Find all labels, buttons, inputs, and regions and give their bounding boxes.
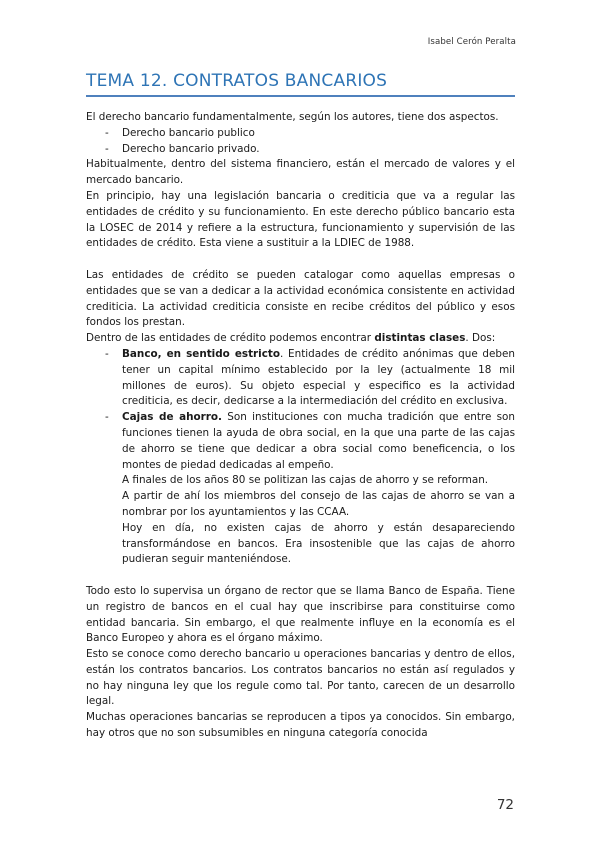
body-text <box>86 110 515 742</box>
list-item-bank <box>122 347 515 410</box>
entity-types-list <box>86 347 515 568</box>
bold-text: distintas clases <box>374 332 466 345</box>
paragraph <box>86 331 515 347</box>
list-item: - Derecho bancario publico <box>122 126 515 142</box>
aspects-list <box>86 126 515 158</box>
indented-paragraph: Hoy en día, no existen cajas de ahorro y están desapareciendo transformándose en bancos. Era insostenible que las cajas de ahorro pudieran seguir manteniéndose. <box>122 521 515 566</box>
list-item: - Derecho bancario privado. <box>122 142 515 158</box>
bold-text: Banco, en sentido estricto <box>122 347 281 360</box>
text-run: . Dos: <box>465 332 496 345</box>
title-underline <box>86 95 515 97</box>
paragraph: Habitualmente, dentro del sistema financiero, están el mercado de valores y el mercado bancario. <box>86 158 515 187</box>
page-number: 72 <box>496 797 514 813</box>
paragraph: Todo esto lo supervisa un órgano de rector que se llama Banco de España. Tiene un registro de bancos en el cual hay que inscribirse para constituirse como entidad bancaria. Sin embargo, el que realmente influye en la economía es el Banco Europeo y ahora es el órgano máximo. <box>86 584 515 645</box>
paragraph: En principio, hay una legislación bancaria o crediticia que va a regular las entidades de crédito y su funcionamiento. En este derecho público bancario esta la LOSEC de 2014 y refiere a la estructura, funcionamiento y supervisión de las entidades de crédito. Esta viene a sustituir a la LDIEC de 1988. <box>86 189 515 250</box>
bold-text: Cajas de ahorro. <box>122 411 222 424</box>
paragraph: Muchas operaciones bancarias se reproducen a tipos ya conocidos. Sin embargo, hay otros que no son subsumibles en ninguna categoría conocida <box>86 711 515 740</box>
spacer <box>86 568 515 584</box>
spacer <box>86 252 515 268</box>
text-run: . Entidades de crédito anónimas que deben tener un capital mínimo establecido por la ley (actualmente 18 mil millones de euros). Su objeto especial y especifico es la actividad crediticia, es decir, dedicarse a la intermediación del crédito en exclusiva. <box>122 347 515 408</box>
paragraph: Esto se conoce como derecho bancario u operaciones bancarias y dentro de ellos, están los contratos bancarios. Los contratos bancarios no están así regulados y no hay ninguna ley que los regule como tal. Por tanto, carecen de un desarrollo legal. <box>86 648 515 708</box>
indented-paragraph: A partir de ahí los miembros del consejo de las cajas de ahorro se van a nombrar por los ayuntamientos y las CCAA. <box>122 490 515 518</box>
list-item-savings <box>122 410 515 568</box>
indented-paragraph: A finales de los años 80 se politizan las cajas de ahorro y se reforman. <box>122 474 489 487</box>
paragraph: Las entidades de crédito se pueden catalogar como aquellas empresas o entidades que se van a dedicar a la actividad económica consistente en actividad crediticia. La actividad crediticia consiste en recibe créditos del público y esos fondos los prestan. <box>86 268 515 329</box>
chapter-title: TEMA 12. CONTRATOS BANCARIOS <box>86 71 388 91</box>
paragraph: El derecho bancario fundamentalmente, según los autores, tiene dos aspectos. <box>86 111 499 123</box>
header-author: Isabel Cerón Peralta <box>427 37 516 47</box>
text-run: Son instituciones con mucha tradición que entre son funciones tienen la ayuda de obra social, en la que una parte de las cajas de ahorro se tiene que dedicar a obra social como beneficencia, o los montes de piedad dedicadas al empeño. <box>122 411 515 471</box>
text-run: Dentro de las entidades de crédito podemos encontrar <box>86 332 375 345</box>
